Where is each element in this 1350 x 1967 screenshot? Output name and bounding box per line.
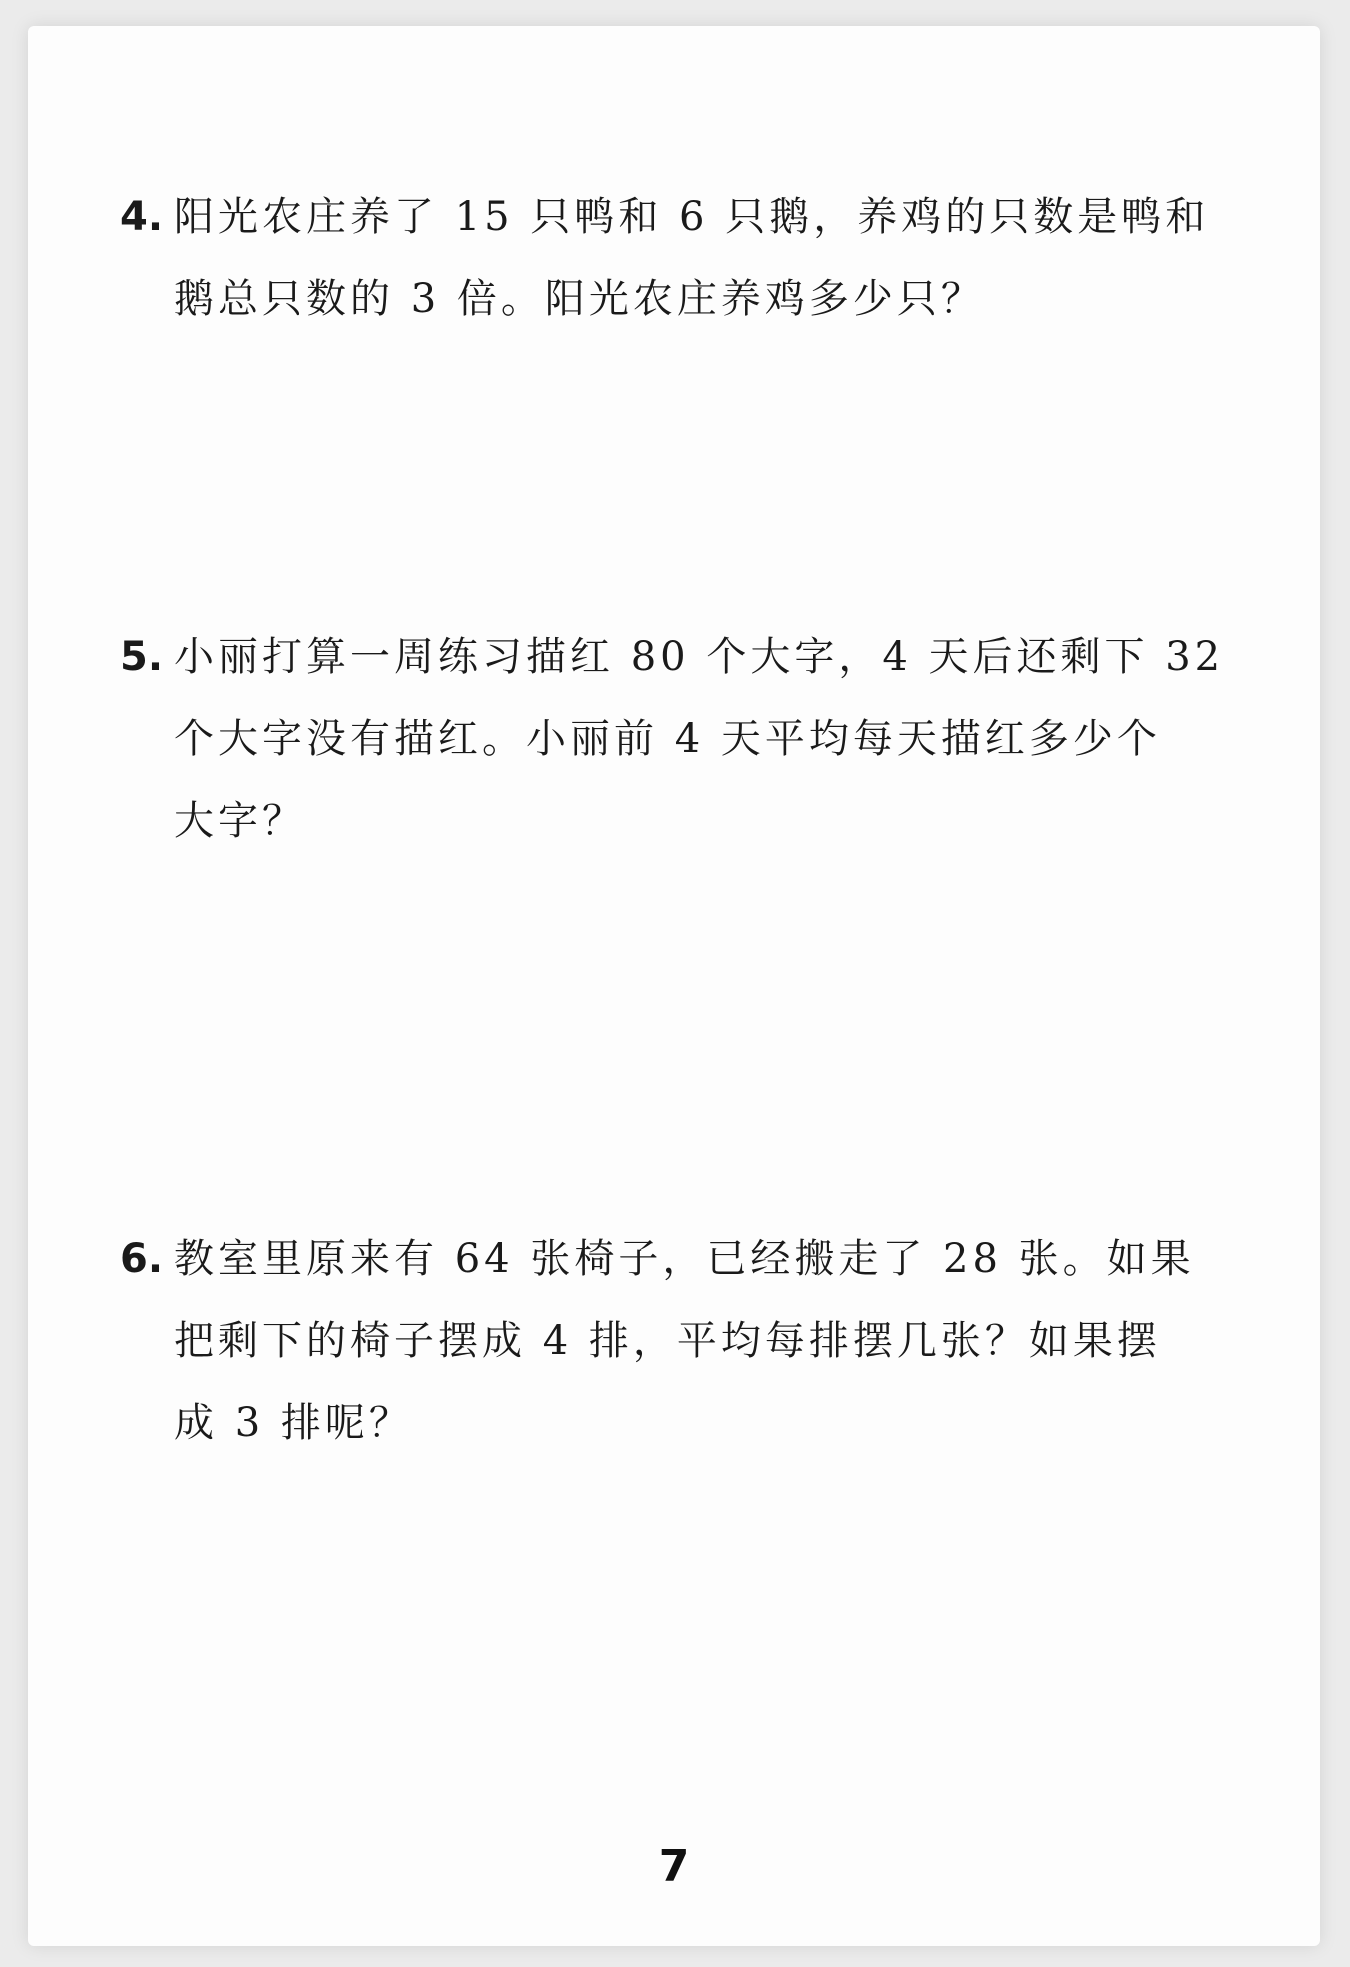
problem-number: 6. <box>120 1236 164 1282</box>
problem-6 <box>120 1218 1240 1464</box>
problem-number: 5. <box>120 634 164 680</box>
problem-text: 小丽打算一周练习描红 80 个大字，4 天后还剩下 32 个大字没有描红。小丽前 4 天平均每天描红多少个 大字？ <box>174 634 1225 844</box>
problem-text: 教室里原来有 64 张椅子，已经搬走了 28 张。如果 把剩下的椅子摆成 4 排，平均每排摆几张？如果摆 成 3 排呢？ <box>174 1236 1195 1446</box>
problem-5 <box>120 616 1240 862</box>
worksheet-page <box>28 26 1320 1946</box>
page-number: 7 <box>658 1841 690 1892</box>
problem-text: 阳光农庄养了 15 只鸭和 6 只鹅，养鸡的只数是鸭和 鹅总只数的 3 倍。阳光农庄养鸡多少只？ <box>174 194 1210 322</box>
problem-4 <box>120 176 1240 340</box>
problem-number: 4. <box>120 194 164 240</box>
